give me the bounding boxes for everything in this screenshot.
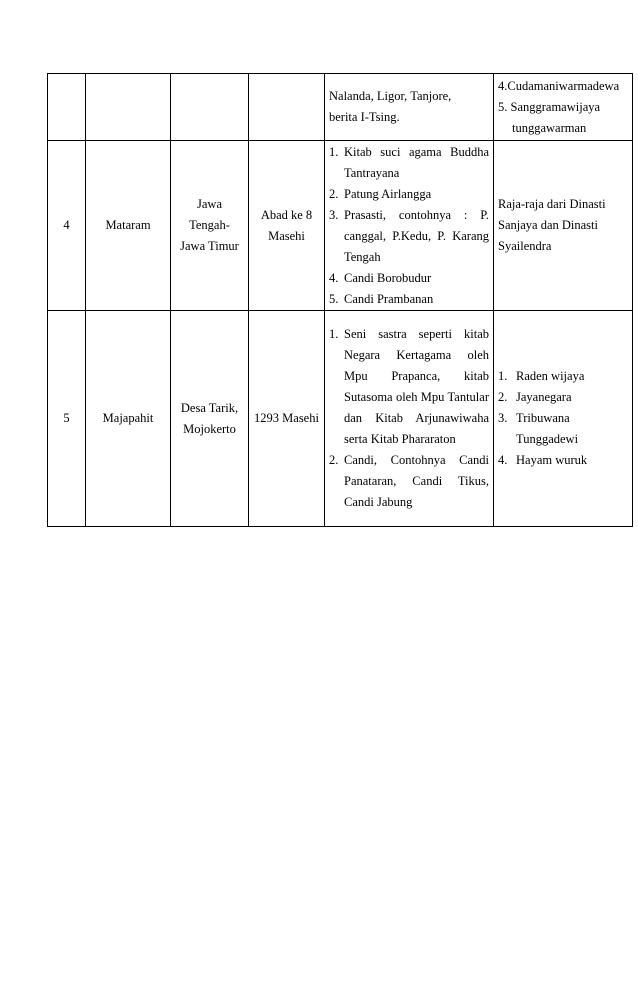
text-line: Masehi [268, 228, 305, 243]
text-line: Nalanda, Ligor, Tanjore, [329, 89, 452, 103]
text-line: 4.Cudamaniwarmadewa [498, 78, 620, 93]
list-item: 1. Kitab suci agama Buddha Tantrayana [329, 144, 489, 180]
cell-location [171, 311, 249, 527]
text-line: tunggawarman [512, 120, 587, 135]
text-line: Desa Tarik, [180, 400, 239, 415]
cell-kingdom: Mataram [86, 141, 171, 311]
cell-sources [325, 311, 494, 527]
sources-list [329, 142, 489, 310]
cell-location [171, 74, 249, 141]
text-line: Jawa [197, 197, 222, 211]
table-row [48, 141, 633, 311]
cell-kingdom [86, 74, 171, 141]
cell-location [171, 141, 249, 311]
cell-period [249, 74, 325, 141]
text-line: Abad ke 8 [260, 207, 313, 222]
cell-sources [325, 74, 494, 141]
cell-kings: Raja-raja dari Dinasti Sanjaya dan Dinasti Syailendra [494, 141, 633, 311]
text-line: Mojokerto [183, 421, 236, 436]
cell-no: 4 [48, 141, 86, 311]
table-row [48, 311, 633, 527]
list-item: 3. Tribuwana Tunggadewi [498, 411, 579, 446]
cell-kings [494, 311, 633, 527]
list-item: 2. Patung Airlangga [329, 186, 432, 201]
cell-period: 1293 Masehi [249, 311, 325, 527]
text-line: Jawa Timur [180, 239, 239, 253]
list-item: 2. Candi, Contohnya Candi Panataran, Candi Tikus, Candi Jabung [329, 453, 489, 509]
text-line: Tengah- [189, 218, 230, 232]
text-line: berita I-Tsing. [329, 110, 400, 124]
cell-kingdom: Majapahit [86, 311, 171, 527]
kingdoms-table [47, 73, 633, 527]
kings-list [498, 366, 630, 471]
list-item: 1. Seni sastra seperti kitab Negara Kertagama oleh Mpu Prapanca, kitab Sutasoma oleh Mpu Tantular dan Kitab Arjunawiwaha serta Kitab Phararaton [329, 327, 489, 446]
sources-list [329, 324, 489, 513]
list-item: 3. Prasasti, contohnya : P. canggal, P.Kedu, P. Karang Tengah [329, 207, 489, 264]
list-item: 2. Jayanegara [498, 390, 572, 404]
cell-no [48, 74, 86, 141]
table-row [48, 74, 633, 141]
cell-kings [494, 74, 633, 141]
text-line: 5. Sanggramawijaya [498, 99, 601, 114]
cell-period [249, 141, 325, 311]
cell-sources [325, 141, 494, 311]
list-item: 4. Candi Borobudur [329, 270, 432, 285]
cell-no: 5 [48, 311, 86, 527]
list-item: 5. Candi Prambanan [329, 291, 434, 306]
list-item: 1. Raden wijaya [498, 369, 585, 383]
list-item: 4. Hayam wuruk [498, 453, 588, 467]
